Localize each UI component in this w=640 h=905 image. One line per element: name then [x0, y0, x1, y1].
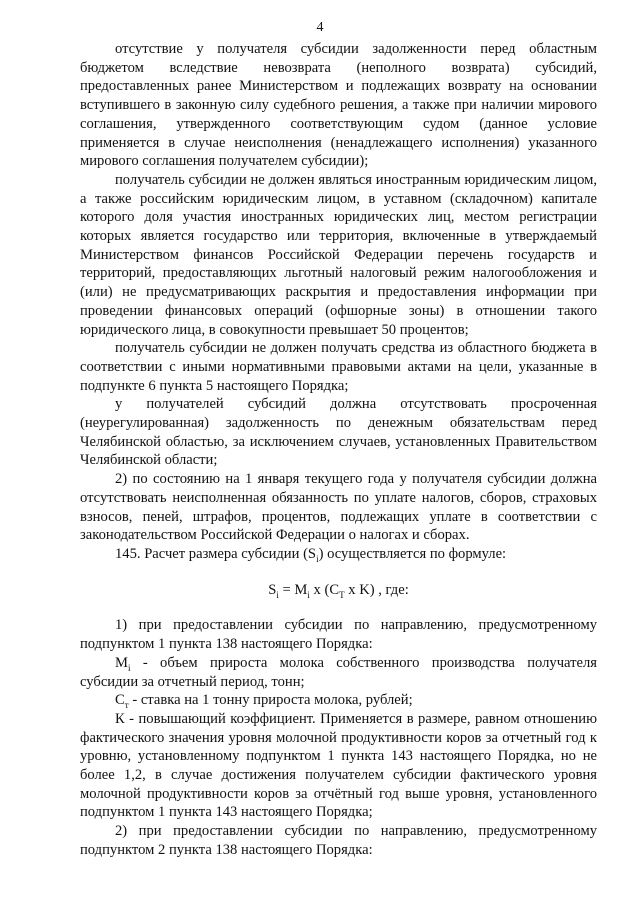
definition-k: К - повышающий коэффициент. Применяется в размере, равном отношению фактического значения уровня молочной продуктивности коров за отчетный год к уровню, установленному подпунктом 1 пункта 143 настоящего Порядка, но не более 1,2, в случае достижения получателем субсидии фактического уровня молочной продуктивности коров за отчётный год выше уровня, установленного подпунктом 1 пункта 143 настоящего Порядка; [80, 710, 597, 821]
paragraph-no-other-funds: получатель субсидии не должен получать средства из областного бюджета в соответствии с иными нормативными правовыми актами на цели, указанные в подпункте 6 пункта 5 настоящего Порядка; [80, 340, 597, 394]
definition-mi: $M_i$ - объем прироста молока собственного производства получателя субсидии за отчетный период, тонн; [80, 654, 597, 690]
document-body [80, 40, 597, 860]
subsidy-formula: $S_i = M_i$ x ($C_T$ x K) , где: [268, 581, 409, 600]
paragraph-direction-1: 1) при предоставлении субсидии по направлению, предусмотренному подпунктом 1 пункта 138 настоящего Порядка: [80, 617, 597, 653]
paragraph-no-overdue-debt: у получателей субсидий должна отсутствовать просроченная (неурегулированная) задолженность по денежным обязательствам перед Челябинской областью, за исключением случаев, установленных Правительством Челябинской области; [80, 396, 597, 469]
paragraph-not-foreign-entity: получатель субсидии не должен являться иностранным юридическим лицом, а также российским юридическим лицом, в уставном (складочном) капитале которого доля участия иностранных юридических лиц, местом регистрации которых является государство или территория, включенные в утверждаемый Министерством финансов Российской Федерации перечень государств и территорий, предоставляющих льготный налоговый режим налогообложения и (или) не предусматривающих раскрытия и предоставления информации при проведении финансовых операций (офшорные зоны) в отношении такого юридического лица, в совокупности превышает 50 процентов; [80, 171, 597, 338]
page-number: 4 [316, 20, 324, 35]
paragraph-direction-2: 2) при предоставлении субсидии по направлению, предусмотренному подпунктом 2 пункта 138 настоящего Порядка: [80, 823, 597, 858]
definition-ct: $С_т$ - ставка на 1 тонну прироста молока, рублей; [115, 692, 413, 711]
paragraph-145: 145. Расчет размера субсидии $(S_i)$ осуществляется по формуле: [115, 545, 507, 564]
paragraph-tax-obligations: 2) по состоянию на 1 января текущего года у получателя субсидии должна отсутствовать неисполненная обязанность по уплате налогов, сборов, страховых взносов, пеней, штрафов, процентов, подлежащих уплате в соответствии с законодательством Российской Федерации о налогах и сборах. [80, 471, 597, 544]
paragraph-no-debt: отсутствие у получателя субсидии задолженности перед областным бюджетом вследствие невозврата (неполного возврата) субсидий, предоставленных ранее Министерством и подлежащих возврату на основании вступившего в законную силу судебного решения, а также при наличии мирового соглашения, утвержденного соответствующим судом (данное условие применяется в случае неисполнения (ненадлежащего исполнения) указанного мирового соглашения получателем субсидии); [80, 41, 597, 170]
